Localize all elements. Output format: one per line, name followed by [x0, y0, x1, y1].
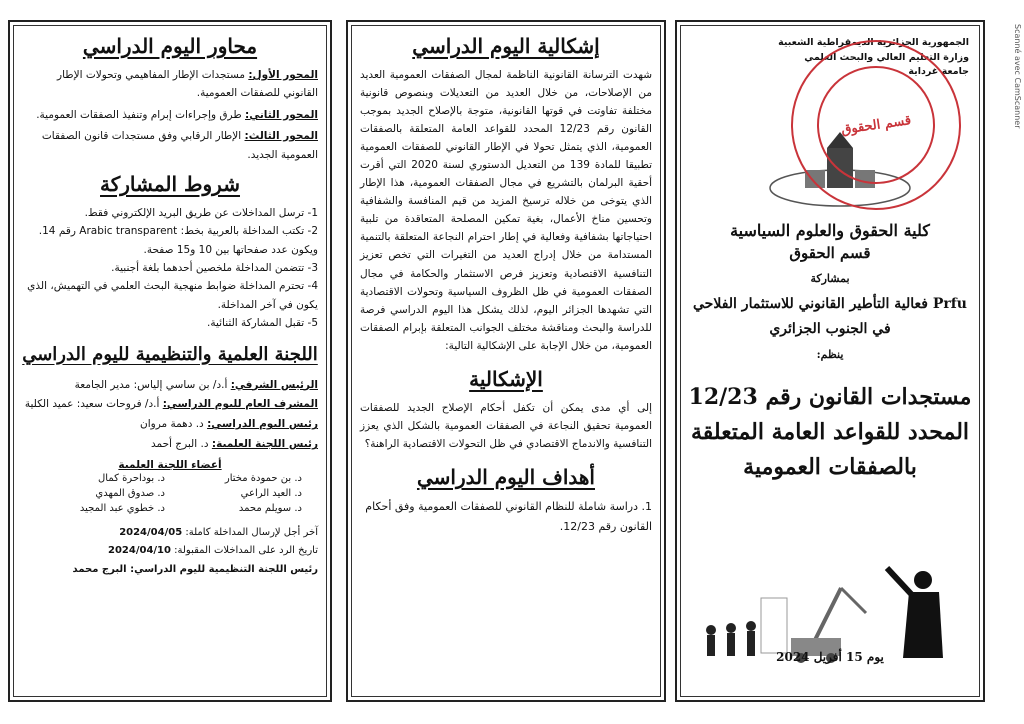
committee-role: رئيس اليوم الدراسي: د. دهمة مروان	[140, 418, 318, 431]
committee-role: الرئيس الشرفي: أ.د/ بن ساسي إلياس: مدير الجامعة	[74, 378, 318, 391]
member-name: د. العيد الراعي	[240, 488, 302, 500]
organizes-label: ينظم:	[816, 348, 844, 361]
prfu-project: Prfu فعالية التأطير القانوني للاستثمار الفلاحي في الجنوب الجزائري	[693, 296, 967, 337]
seal-text: قسم الحقوق	[840, 112, 912, 138]
goals-heading: أهداف اليوم الدراسي	[416, 464, 595, 489]
condition-item: 4- تحترم المداخلة ضوابط منهجية البحث العلمي في التهميش، الذي يكون في آخر المداخلة.	[27, 280, 318, 311]
event-date: يوم 15 أفريل 2024	[776, 650, 884, 664]
important-dates	[22, 524, 318, 560]
intro-paragraph: شهدت الترسانة القانونية الناظمة لمجال الصفقات العمومية العديد من الإصلاحات، من خلال العديد من التعديلات وبنصوص قانونية مختلفة تفاوتت في قوتها القانونية، متوجة بالإصلاح الجديد بموجب القانون رقم 12/23 المحدد للقواعد العامة المتعلقة بالصفقات العمومية، الذي يتمثل تحولا في الإطار القانوني للصفقات العمومية تطبيقا للمادة 139 من التعديل الدستوري لسنة 2020 التي أقرت أحقية البرلمان بالتشريع في مجال الصفقات العمومية، هذا الإطار الذي يتوخى من خلاله ترسيخ المزيد من قيم المنافسة والشفافية وتحسين مناخ الأعمال، بغية تمكين المصلحة المتعاقدة من تلبية احتياجاتها بشفافية وفعالية في إطار احترام النجاعة المتعلقة بالتنمية المستدامة من خلال إدراج العديد من التغيرات التي تخص تعزيز التنافسية الاقتصادية وتعزيز فرص الاستثمار والحكامة في مجال الصفقات العمومية في ظل الظروف السياسية وتحولات الاقتصادية التي تشهدها الجزائر اليوم، لذلك يشكل هذا اليوم الدراسي فرصة للدراسة والبحث ومناقشة مختلف الجوانب المتعلقة بإبرام الصفقات العمومية، من خلال الإجابة على الإشكالية التالية:	[360, 69, 653, 352]
title-line-1: مستجدات القانون رقم 12/23	[688, 384, 972, 410]
members-list	[22, 473, 318, 514]
committee-heading: اللجنة العلمية والتنظيمية لليوم الدراسي	[22, 343, 318, 365]
faculty-name: كلية الحقوق والعلوم السياسية	[730, 221, 930, 240]
condition-item: 5- تقبل المشاركة الثنائية.	[206, 317, 318, 330]
deadline-line: آخر أجل لإرسال المداخلة كاملة: 2024/04/05	[119, 527, 318, 539]
member-name: د. خطوي عبد المجيد	[79, 503, 165, 515]
question-paragraph: إلى أي مدى يمكن أن تكفل أحكام الإصلاح الجديد للصفقات العمومية تحقيق النجاعة في الصفقات العمومية بالشكل الذي يعزز التنافسية والاندماج الاقتصادي في ظل التحولات الاقتصادية الراهنة؟	[360, 401, 652, 450]
condition-item: 2- تكتب المداخلة بالعربية بخط: Arabic transparent رقم 14. ويكون عدد صفحاتها بين 10 و15 صفحة.	[38, 225, 318, 256]
title-line-2: المحدد للقواعد العامة المتعلقة	[690, 419, 970, 446]
event-title	[683, 380, 977, 486]
member-name: د. بوداحرة كمال	[98, 473, 165, 485]
conditions-heading: شروط المشاركة	[100, 171, 240, 196]
committee-role: المشرف العام لليوم الدراسي: أ.د/ فروحات سعيد: عميد الكلية	[24, 398, 318, 411]
problem-heading: إشكالية اليوم الدراسي	[412, 34, 600, 58]
title-line-3: بالصفقات العمومية	[743, 454, 917, 481]
ministry-line: وزارة التعليم العالي والبحث العلمي	[804, 51, 969, 63]
with-label: بمشاركة	[810, 272, 850, 285]
committee-role: رئيس اللجنة العلمية: د. البرج أحمد	[150, 438, 318, 451]
axis-item: المحور الأول: مستجدات الإطار المفاهيمي وتحولات الإطار القانوني للصفقات العمومية.	[57, 69, 318, 100]
condition-item: 1- ترسل المداخلات عن طريق البريد الإلكتروني فقط.	[84, 206, 318, 219]
axes-heading: محاور اليوم الدراسي	[82, 34, 258, 58]
republic-line: الجمهورية الجزائرية الديمقراطية الشعبية	[778, 37, 969, 48]
organizing-head: رئيس اللجنة التنظيمية لليوم الدراسي: البرج محمد	[72, 564, 318, 576]
middle-panel	[346, 20, 666, 702]
university-line: جامعة غرداية	[908, 66, 969, 78]
scanner-watermark: Scanné avec CamScanner	[1013, 24, 1022, 129]
right-panel	[675, 20, 985, 702]
left-panel	[8, 20, 332, 702]
member-name: د. صدوق المهدي	[95, 488, 165, 500]
axis-item: المحور الثاني: طرق وإجراءات إبرام وتنفيذ الصفقات العمومية.	[36, 108, 318, 121]
condition-item: 3- تتضمن المداخلة ملخصين أحدهما بلغة أجنبية.	[111, 262, 318, 274]
member-name: د. بن حمودة مختار	[224, 473, 302, 485]
reply-line: تاريخ الرد على المداخلات المقبولة: 2024/04/10	[108, 545, 318, 557]
axis-item: المحور الثالث: الإطار الرقابي وفق مستجدات قانون الصفقات العمومية الجديد.	[41, 130, 318, 161]
department-seal	[791, 40, 961, 210]
member-name: د. سويلم محمد	[238, 503, 302, 515]
department-name: قسم الحقوق	[789, 244, 871, 262]
goal-item: 1. دراسة شاملة للنظام القانوني للصفقات العمومية وفق أحكام القانون رقم 12/23.	[365, 499, 652, 533]
question-heading: الإشكالية	[469, 366, 543, 391]
members-title: أعضاء اللجنة العلمية	[118, 459, 222, 472]
